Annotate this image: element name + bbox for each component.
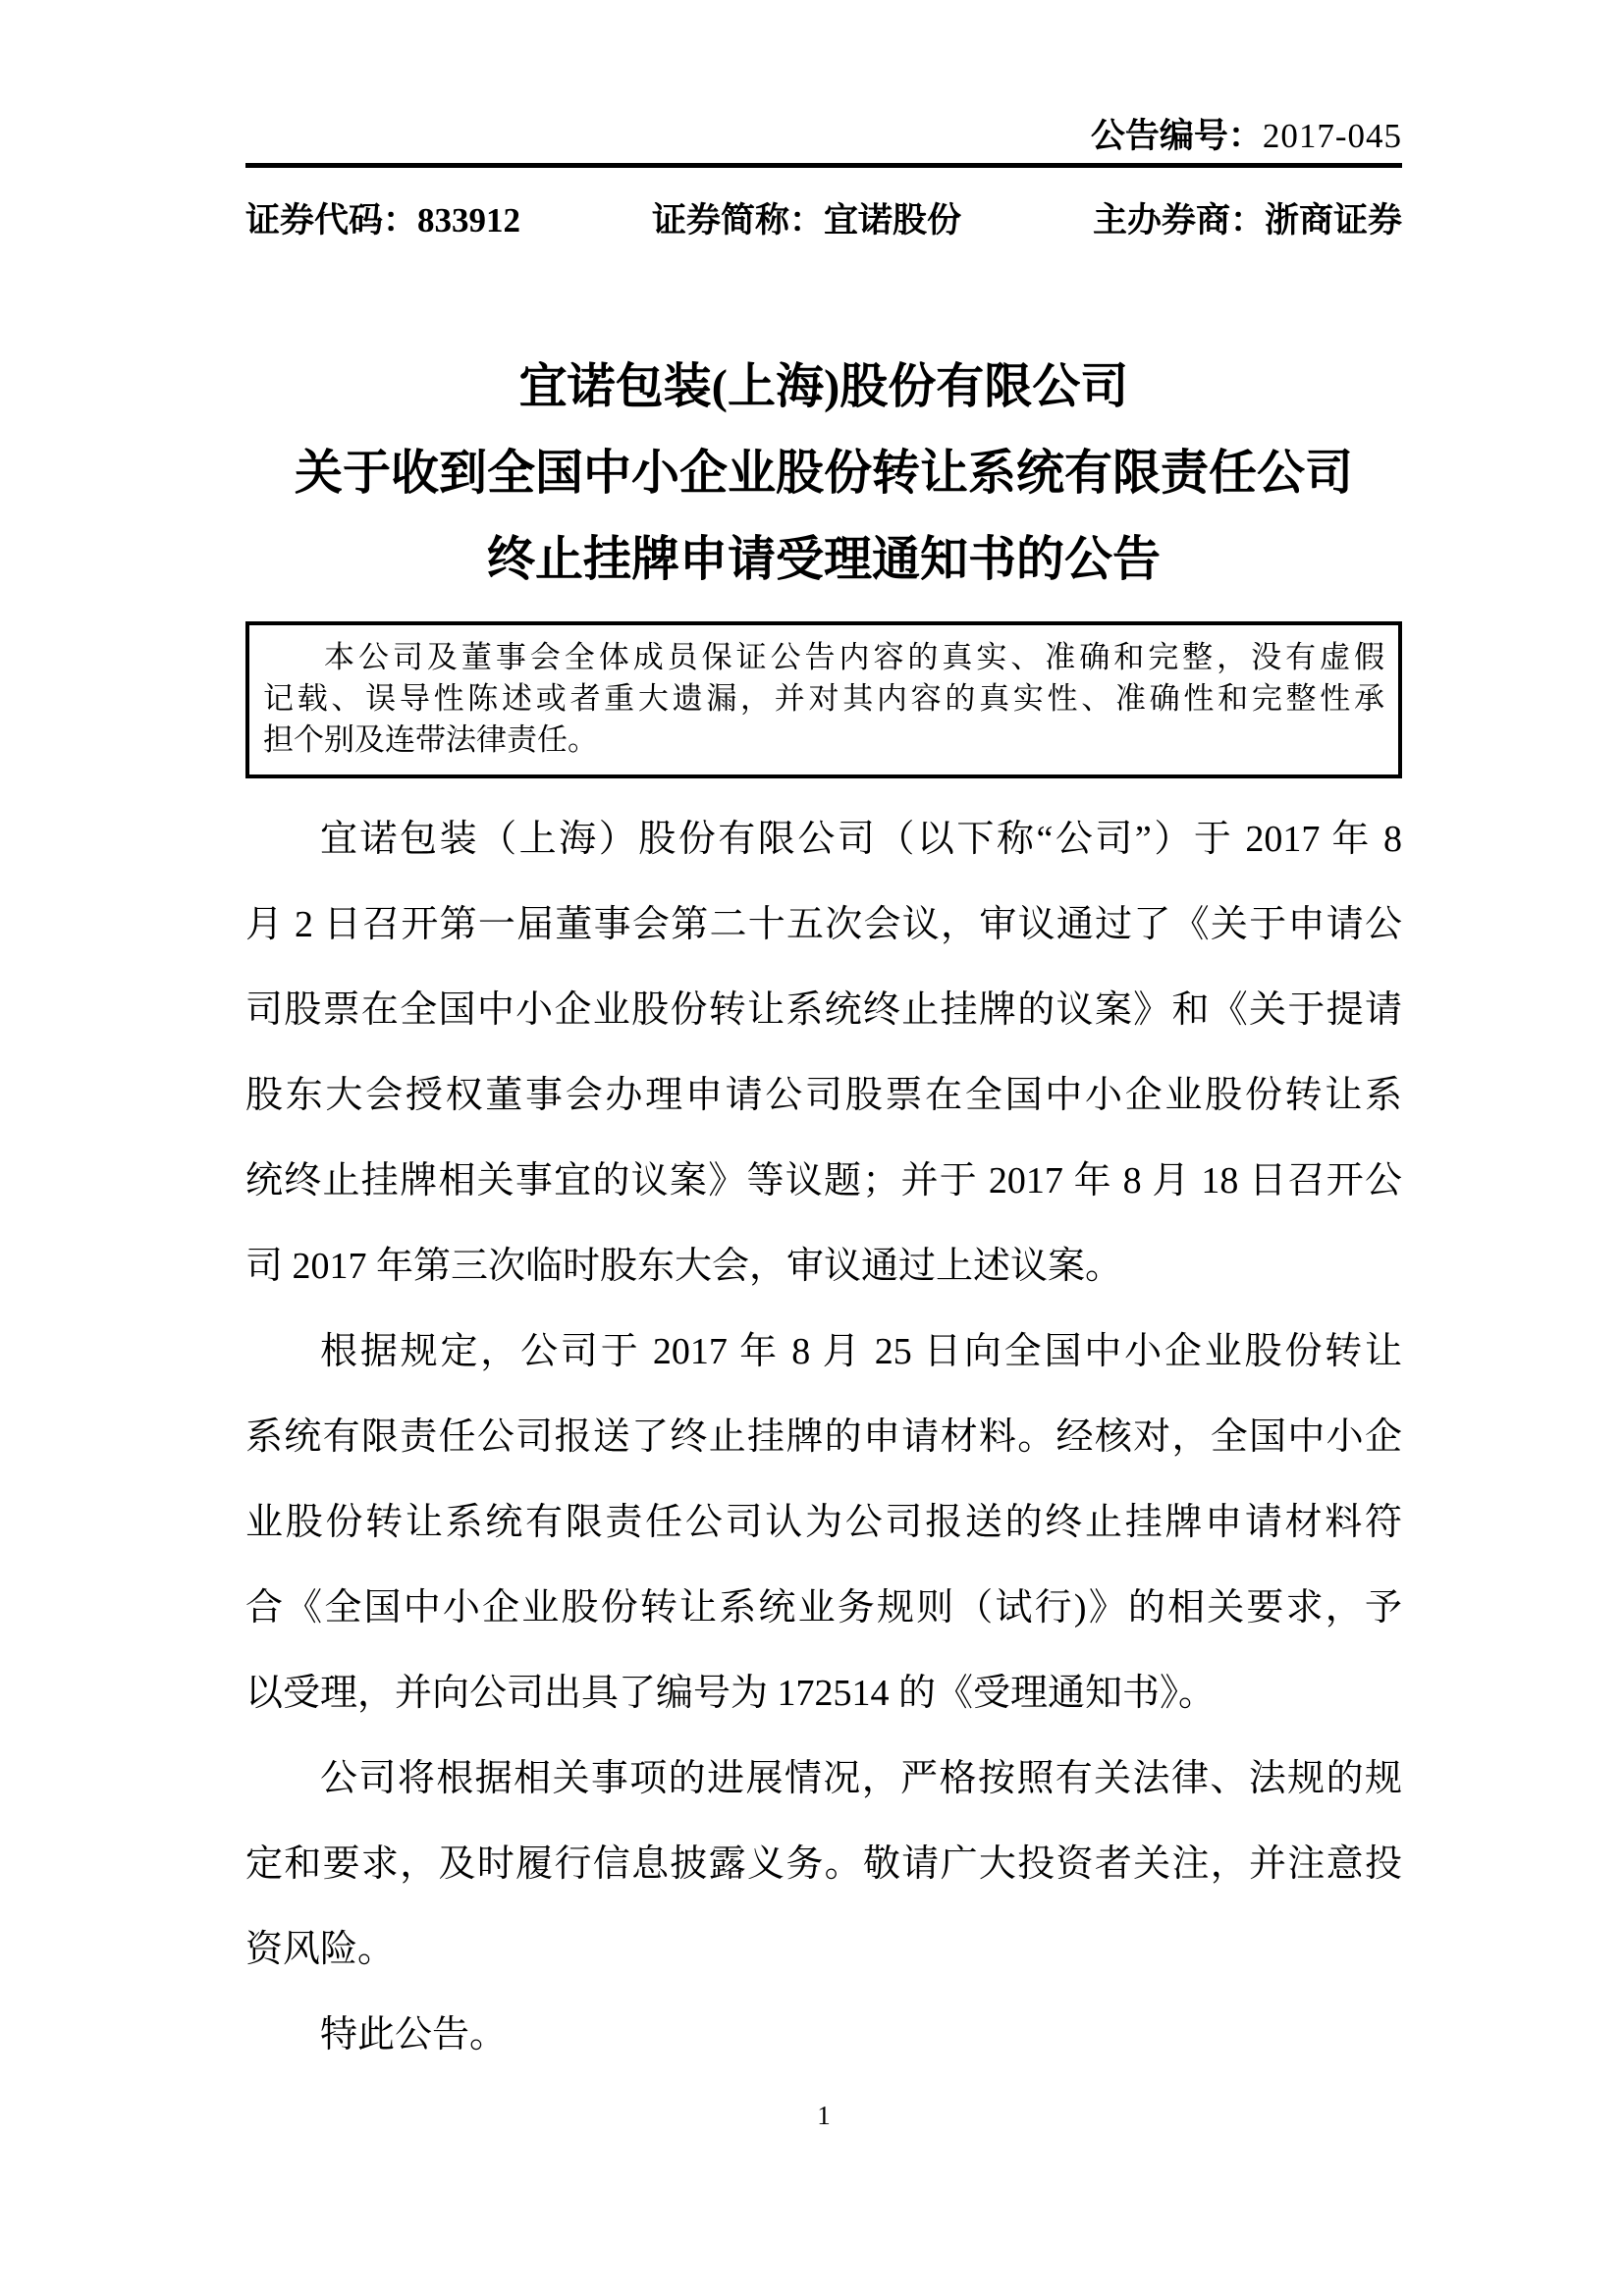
text-line: 以受理，并向公司出具了编号为 172514 的《受理通知书》。 (245, 1673, 1217, 1714)
text-line: 司股票在全国中小企业股份转让系统终止挂牌的议案》和《关于提请 (245, 989, 1402, 1031)
page-number: 1 (817, 2101, 831, 2130)
announcement-number-label: 公告编号： (1090, 117, 1263, 155)
text-line: 记载、误导性陈述或者重大遗漏，并对其内容的真实性、准确性和完整性承 (263, 681, 1384, 716)
text-line: 司 2017 年第三次临时股东大会，审议通过上述议案。 (245, 1246, 1123, 1287)
text-line: 特此公告。 (320, 2014, 508, 2056)
text-line: 公司将根据相关事项的进展情况，严格按照有关法律、法规的规 (320, 1758, 1402, 1799)
stock-code: 证券代码：833912 (245, 201, 521, 240)
title-line-company: 宜诺包装(上海)股份有限公司 (518, 359, 1129, 413)
paragraph (245, 1309, 1402, 1736)
sponsor-broker: 主办券商：浙商证券 (1092, 201, 1402, 240)
text-line: 资风险。 (245, 1929, 396, 1970)
title-line-subject: 关于收到全国中小企业股份转让系统有限责任公司 (294, 446, 1353, 500)
securities-header (245, 199, 1402, 242)
text-line: 系统有限责任公司报送了终止挂牌的申请材料。经核对，全国中小企 (245, 1416, 1402, 1458)
text-line: 宜诺包装（上海）股份有限公司（以下称“公司”）于 2017 年 8 (320, 819, 1402, 860)
disclaimer-box (245, 621, 1402, 778)
document-title (245, 344, 1402, 603)
paragraph (245, 797, 1402, 1309)
text-line: 合《全国中小企业股份转让系统业务规则（试行)》的相关要求，予 (245, 1587, 1402, 1629)
text-line: 担个别及连带法律责任。 (263, 722, 598, 757)
announcement-number-value: 2017-045 (1262, 117, 1402, 155)
stock-short-name: 证券简称：宜诺股份 (651, 201, 961, 240)
text-line: 业股份转让系统有限责任公司认为公司报送的终止挂牌申请材料符 (245, 1502, 1402, 1543)
text-line: 月 2 日召开第一届董事会第二十五次会议，审议通过了《关于申请公 (245, 904, 1402, 945)
text-line: 本公司及董事会全体成员保证公告内容的真实、准确和完整，没有虚假 (324, 640, 1384, 674)
announcement-number (245, 116, 1402, 157)
title-line-notice: 终止挂牌申请受理通知书的公告 (486, 532, 1161, 586)
text-line: 股东大会授权董事会办理申请公司股票在全国中小企业股份转让系 (245, 1075, 1402, 1116)
text-line: 统终止挂牌相关事宜的议案》等议题；并于 2017 年 8 月 18 日召开公 (245, 1160, 1402, 1201)
text-line: 根据规定，公司于 2017 年 8 月 25 日向全国中小企业股份转让 (320, 1331, 1402, 1372)
paragraph (245, 1736, 1402, 1993)
text-line: 定和要求，及时履行信息披露义务。敬请广大投资者关注，并注意投 (245, 1843, 1402, 1885)
paragraph (245, 1993, 1402, 2078)
body-paragraphs (245, 797, 1402, 2078)
header-divider-line (245, 163, 1402, 168)
